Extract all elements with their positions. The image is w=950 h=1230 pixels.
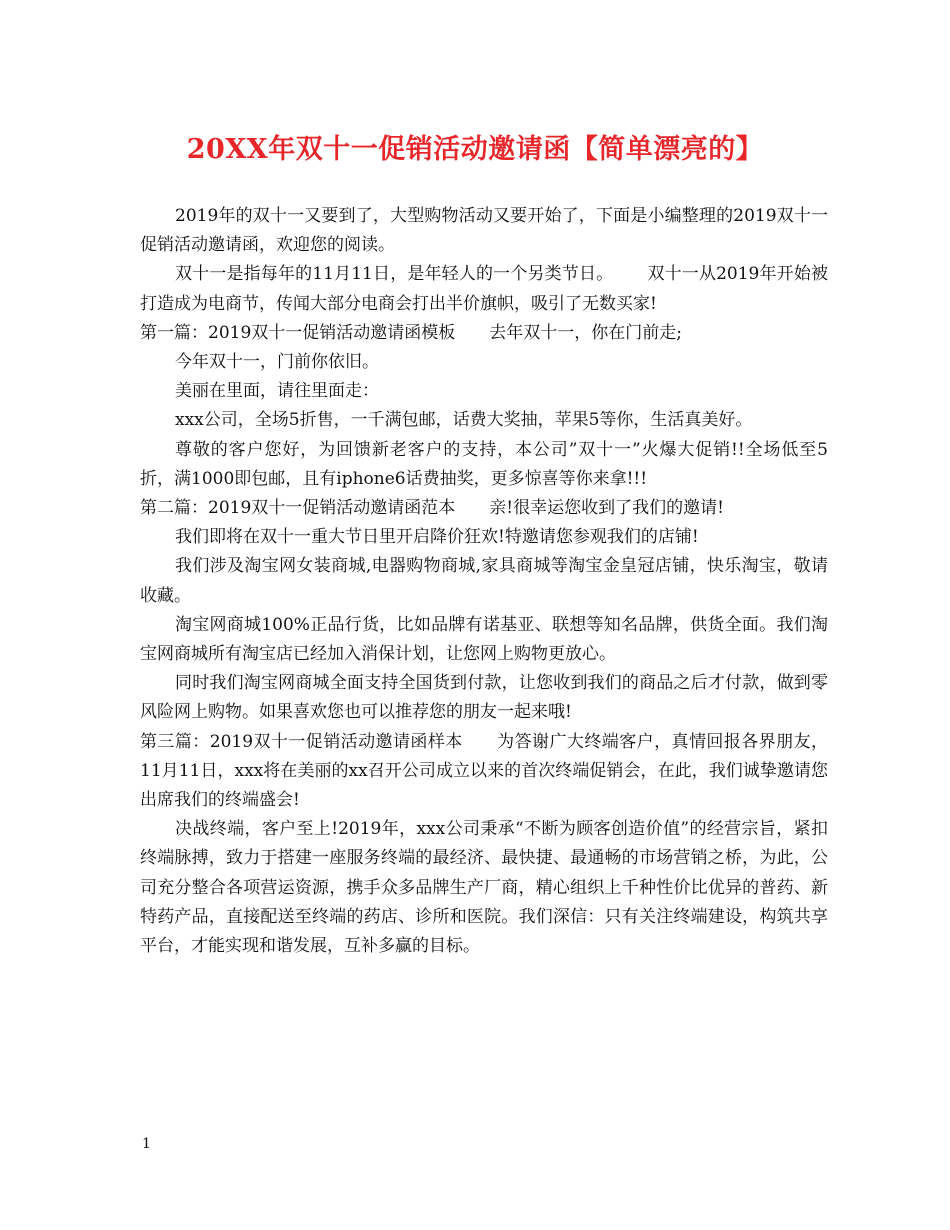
section-heading-paragraph [140,728,828,816]
paragraph [140,260,828,318]
document-title: 20XX年双十一促销活动邀请函【简单漂亮的】 [186,134,764,165]
paragraph [140,523,828,552]
paragraph-text: 尊敬的客户您好，为回馈新老客户的支持，本公司”双十一”火爆大促销!!全场低至5折，满1000即包邮，且有iphone6话费抽奖，更多惊喜等你来拿!!! [140,439,828,489]
paragraph-text-continued: 亲!很幸运您收到了我们的邀请! [489,498,724,519]
paragraph [140,669,828,727]
paragraph-text: 2019年的双十一又要到了，大型购物活动又要开始了，下面是小编整理的2019双十一促销活动邀请函，欢迎您的阅读。 [140,206,828,256]
paragraph [140,611,828,669]
section-heading: 第三篇：2019双十一促销活动邀请函样本 [140,731,463,752]
paragraph [140,202,828,260]
paragraph [140,377,828,406]
paragraph [140,406,828,435]
paragraph-text: 决战终端，客户至上!2019年，xxx公司秉承“不断为顾客创造价值”的经营宗旨，紧扣终端脉搏，致力于搭建一座服务终端的最经济、最快捷、最通畅的市场营销之桥，为此，公司充分整合各项营运资源，携手众多品牌生产厂商，精心组织上千种性价比优异的普药、新特药产品，直接配送至终端的药店、诊所和医院。我们深信：只有关注终端建设，构筑共享平台，才能实现和谐发展，互补多赢的目标。 [140,819,828,957]
paragraph-text-continued: 去年双十一，你在门前走; [489,322,682,343]
section-heading-paragraph [140,319,828,348]
document-body [140,202,828,961]
paragraph-text: xxx公司，全场5折售，一千满包邮，话费大奖抽，苹果5等你，生活真美好。 [175,410,753,431]
paragraph [140,436,828,494]
page-number: 1 [142,1136,151,1152]
paragraph [140,348,828,377]
paragraph-text-continued: 双十一从2019年开始被打造成为电商节，传闻大部分电商会打出半价旗帜，吸引了无数买家! [140,264,829,314]
section-heading: 第一篇：2019双十一促销活动邀请函模板 [140,322,456,343]
paragraph-text: 美丽在里面，请往里面走： [175,381,379,402]
paragraph-text-continued: 为答谢广大终端客户，真情回报各界朋友，11月11日，xxx将在美丽的xx召开公司成立以来的首次终端促销会，在此，我们诚挚邀请您出席我们的终端盛会! [140,731,829,811]
paragraph [140,552,828,610]
paragraph-text: 淘宝网商城100%正品行货，比如品牌有诺基亚、联想等知名品牌，供货全面。我们淘宝网商城所有淘宝店已经加入消保计划，让您网上购物更放心。 [140,614,828,665]
paragraph-text: 我们即将在双十一重大节日里开启降价狂欢!特邀请您参观我们的店铺! [175,527,699,548]
section-heading: 第二篇：2019双十一促销活动邀请函范本 [140,498,456,519]
paragraph-text: 今年双十一，门前你依旧。 [175,352,379,373]
paragraph-text: 我们涉及淘宝网女装商城,电器购物商城,家具商城等淘宝金皇冠店铺，快乐淘宝，敬请收藏。 [140,556,828,606]
paragraph [140,815,828,961]
paragraph-text: 同时我们淘宝网商城全面支持全国货到付款，让您收到我们的商品之后才付款，做到零风险网上购物。如果喜欢您也可以推荐您的朋友一起来哦! [140,673,828,723]
section-heading-paragraph [140,494,828,523]
paragraph-text: 双十一是指每年的11月11日，是年轻人的一个另类节日。 [175,264,614,285]
